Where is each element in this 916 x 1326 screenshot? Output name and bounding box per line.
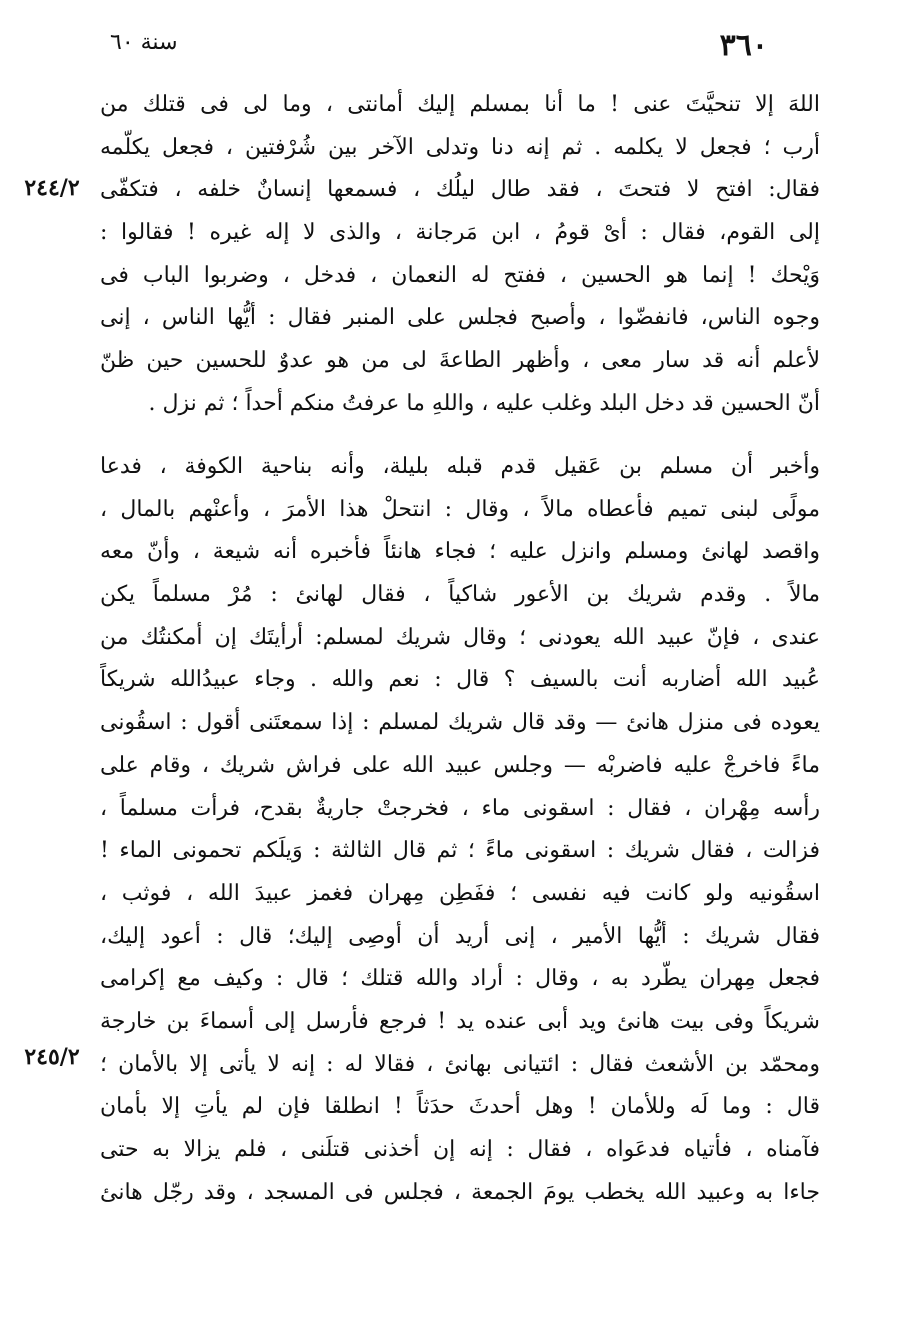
text-line: لأعلم أنه قد سار معى ، وأظهر الطاعةَ لى من هو عدوٌ للحسين حين ظنّ xyxy=(100,348,820,374)
text-line: وَيْحك ! إنما هو الحسين ، ففتح له النعمان ، فدخل ، وضربوا الباب فى xyxy=(100,262,820,288)
text-line: عندى ، فإنّ عبيد الله يعودنى ؛ وقال شريك لمسلم: أرأيتَك إن أمكنتُك من xyxy=(100,624,820,650)
text-line: مولًى لبنى تميم فأعطاه مالاً ، وقال : انتحلْ هذا الأمرَ ، وأعنْهم بالمال ، xyxy=(100,496,820,522)
text-line: ومحمّد بن الأشعث فقال : ائتيانى بهانئ ، فقالا له : إنه لا يأتى إلا بالأمان ؛ xyxy=(100,1051,820,1077)
text-line: يعوده فى منزل هانئ — وقد قال شريك لمسلم : إذا سمعتَنى أقول : اسقُونى xyxy=(100,710,820,736)
paragraph-2 xyxy=(100,446,820,1214)
text-line: فجعل مِهران يطّرد به ، وقال : أراد والله قتلك ؛ قال : وكيف مع إكرامى xyxy=(100,966,820,992)
text-line: أرب ؛ فجعل لا يكلمه . ثم إنه دنا وتدلى الآخر بين شُرْفتين ، فجعل يكلّمه xyxy=(100,134,820,160)
running-header-year: سنة ٦٠ xyxy=(110,30,178,55)
text-line: اسقُونيه ولو كانت فيه نفسى ؛ ففَطِن مِهران فغمز عبيدَ الله ، فوثب ، xyxy=(100,880,820,906)
text-line: عُبيد الله أضاربه أنت بالسيف ؟ قال : نعم والله . وجاء عبيدُالله شريكاً xyxy=(100,667,820,693)
text-line: رأسه مِهْران ، فقال : اسقونى ماء ، فخرجتْ جاريةٌ بقدح، فرأت مسلماً ، xyxy=(100,795,820,821)
text-line: مالاً . وقدم شريك بن الأعور شاكياً ، فقال لهانئ : مُرْ مسلماً يكن xyxy=(100,582,820,608)
text-line: وجوه الناس، فانفضّوا ، وأصبح فجلس على المنبر فقال : أيُّها الناس ، إنى xyxy=(100,305,820,331)
text-line: اللهَ إلا تنحيَّتَ عنى ! ما أنا بمسلم إليك أمانتى ، وما لى فى قتلك من xyxy=(100,92,820,117)
margin-reference: ٢٤٤/٢ xyxy=(24,175,80,201)
margin-reference: ٢٤٥/٢ xyxy=(24,1044,80,1070)
text-line: جاءا به وعبيد الله يخطب يومَ الجمعة ، فجلس فى المسجد ، وقد رجّل هانئ xyxy=(100,1179,820,1205)
text-line: فزالت ، فقال شريك : اسقونى ماءً ؛ ثم قال الثالثة : وَيلَكم تحمونى الماء ! xyxy=(100,838,820,864)
text-line: فقال: افتح لا فتحتَ ، فقد طال ليلُك ، فسمعها إنسانٌ خلفه ، فتكفّى xyxy=(100,177,820,203)
text-line: فآمناه ، فأتياه فدعَواه ، فقال : إنه إن أخذنى قتلَنى ، فلم يزالا به حتى xyxy=(100,1137,820,1162)
text-line: شريكاً وفى بيت هانئ ويد أبى عنده يد ! فرجع فأرسل إلى أسماءَ بن خارجة xyxy=(100,1008,820,1034)
text-line: قال : وما لَه وللأمان ! وهل أحدثَ حدَثاً ! انطلقا فإن لم يأتِ إلا بأمان xyxy=(100,1094,820,1120)
text-line: واقصد لهانئ ومسلم وانزل عليه ؛ فجاء هانئاً فأخبره أنه شيعة ، وأنّ معه xyxy=(100,539,820,565)
text-line: إلى القوم، فقال : أىْ قومُ ، ابن مَرجانة ، والذى لا إله غيره ! فقالوا : xyxy=(100,220,820,246)
text-line: ماءً فاخرجْ عليه فاضربْه — وجلس عبيد الله على فراش شريك ، وقام على xyxy=(100,752,820,778)
page-number: ٣٦٠ xyxy=(719,28,768,63)
paragraph-1 xyxy=(100,84,820,426)
text-line: وأخبر أن مسلم بن عَقيل قدم قبله بليلة، وأنه بناحية الكوفة ، فدعا xyxy=(100,454,820,479)
text-line: أنّ الحسين قد دخل البلد وغلب عليه ، واللهِ ما عرفتُ منكم أحداً ؛ ثم نزل . xyxy=(148,390,820,416)
text-line: فقال شريك : أيُّها الأمير ، إنى أريد أن أوصِى إليك؛ قال : أعود إليك، xyxy=(100,923,820,949)
